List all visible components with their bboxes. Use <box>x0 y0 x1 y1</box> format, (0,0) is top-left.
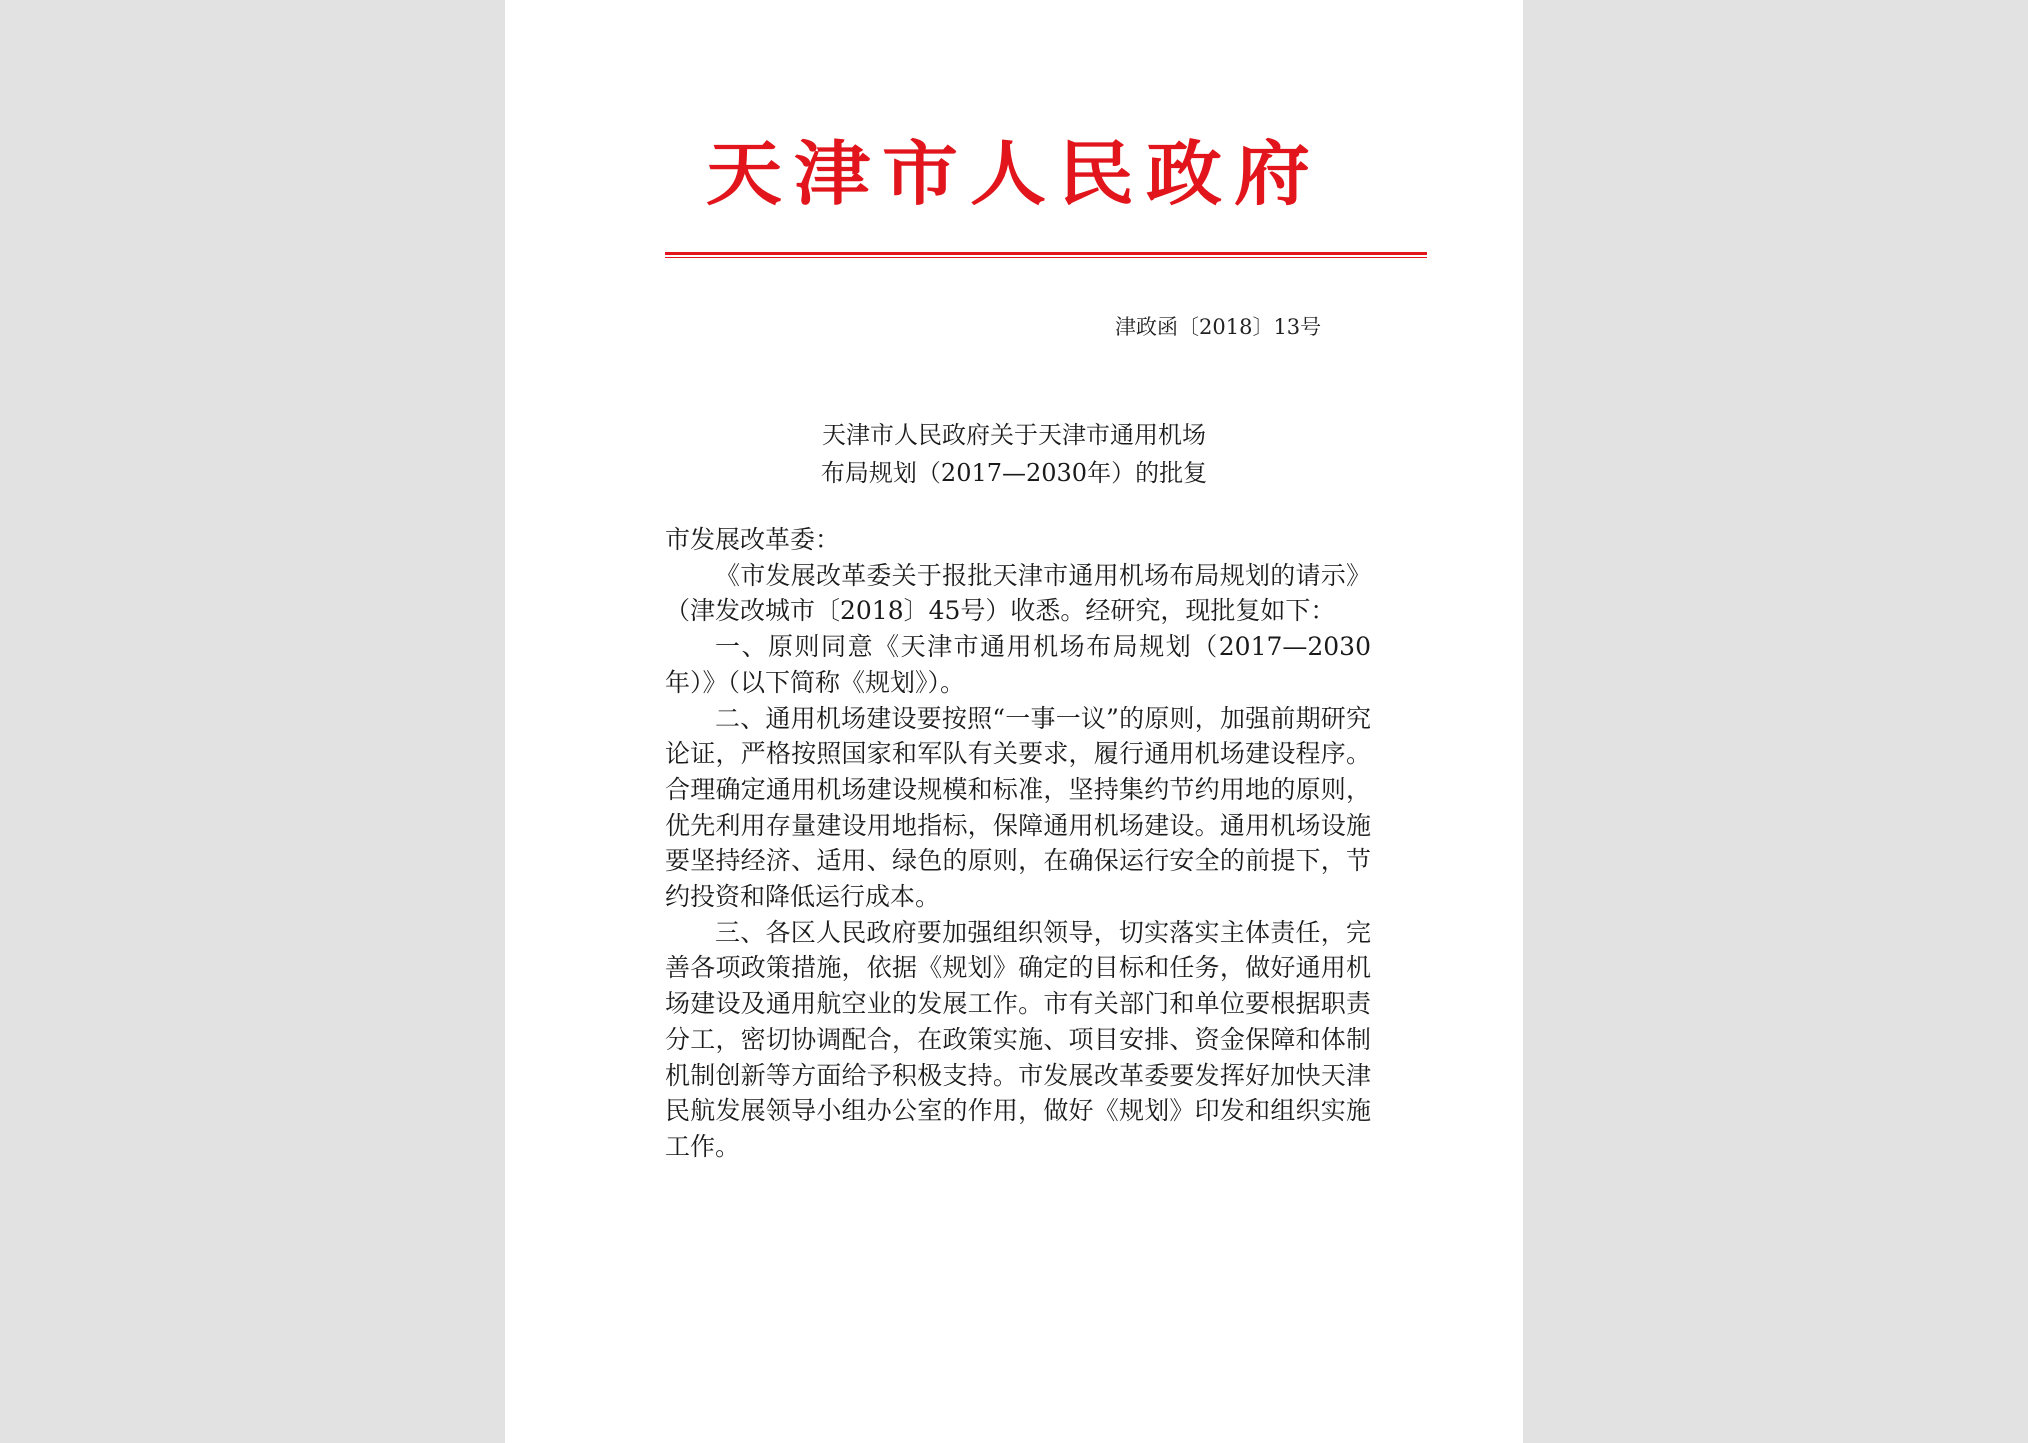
document-title-line-2: 布局规划（2017—2030年）的批复 <box>820 459 1208 487</box>
paragraph-1: 《市发展改革委关于报批天津市通用机场布局规划的请示》（津发改城市〔2018〕45号）收悉。经研究，现批复如下： <box>665 560 1371 626</box>
document-body <box>665 522 1371 1165</box>
paragraph-2: 一、原则同意《天津市通用机场布局规划（2017—2030年）》（以下简称《规划》）。 <box>665 632 1371 697</box>
document-number: 津政函〔2018〕13号 <box>1115 315 1322 339</box>
masthead-title: 天津市人民政府 <box>706 132 1322 215</box>
paragraph-4: 三、各区人民政府要加强组织领导，切实落实主体责任，完善各项政策措施，依据《规划》确定的目标和任务，做好通用机场建设及通用航空业的发展工作。市有关部门和单位要根据职责分工，密切协调配合，在政策实施、项目安排、资金保障和体制机制创新等方面给予积极支持。市发展改革委要发挥好加快天津民航发展领导小组办公室的作用，做好《规划》印发和组织实施工作。 <box>665 917 1371 1161</box>
addressee: 市发展改革委： <box>665 525 841 554</box>
document-title-line-1: 天津市人民政府关于天津市通用机场 <box>822 421 1206 449</box>
document-title <box>645 416 1383 492</box>
document-page <box>505 0 1523 1443</box>
red-divider-rule <box>665 252 1427 258</box>
paragraph-3: 二、通用机场建设要按照“一事一议”的原则，加强前期研究论证，严格按照国家和军队有关要求，履行通用机场建设程序。合理确定通用机场建设规模和标准，坚持集约节约用地的原则，优先利用存量建设用地指标，保障通用机场建设。通用机场设施要坚持经济、适用、绿色的原则，在确保运行安全的前提下，节约投资和降低运行成本。 <box>665 703 1371 912</box>
